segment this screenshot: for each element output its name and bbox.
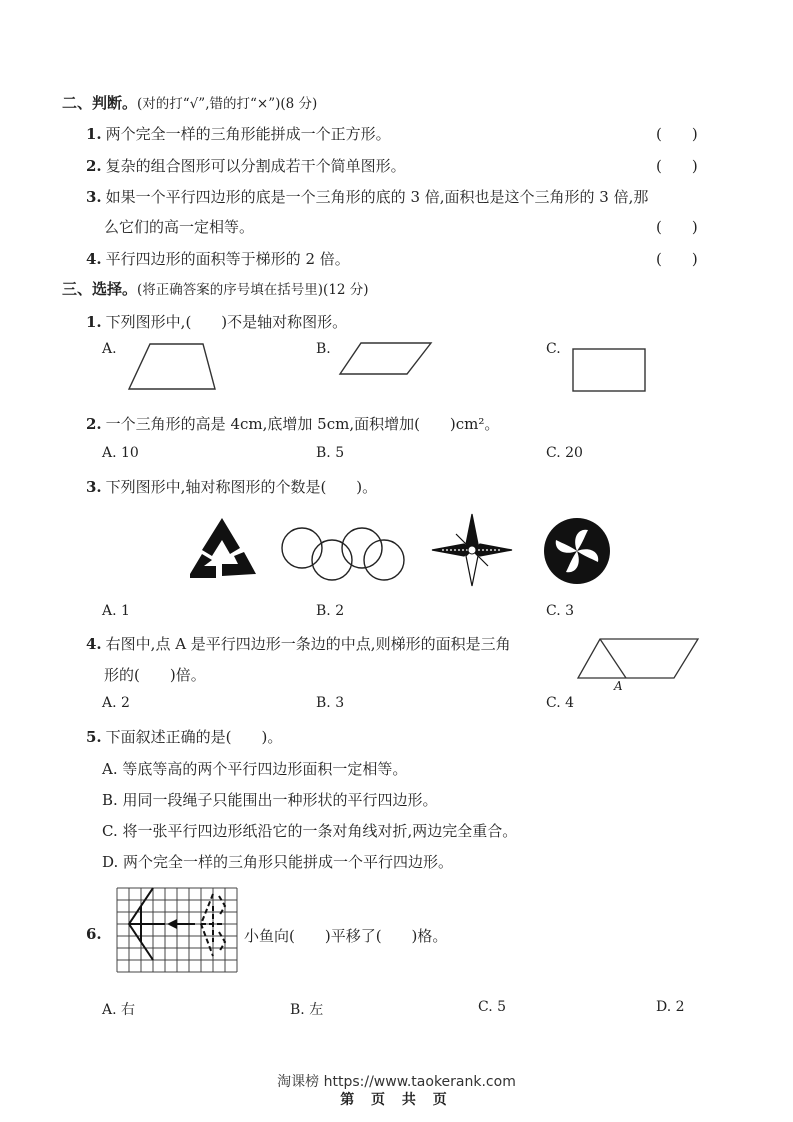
answer-paren[interactable]: ( ) bbox=[656, 250, 698, 268]
section-2-title: 二、判断。 bbox=[62, 94, 138, 112]
recycle-symbol-icon bbox=[186, 516, 258, 582]
option-a[interactable]: A. 10 bbox=[102, 445, 139, 461]
option-c[interactable]: C. 20 bbox=[546, 445, 583, 461]
footer-site: 淘课榜 https://www.taokerank.com bbox=[277, 1074, 516, 1090]
option-b[interactable]: B. 2 bbox=[316, 603, 345, 619]
option-c[interactable]: C. bbox=[546, 341, 561, 357]
option-c[interactable]: C. 4 bbox=[546, 695, 575, 711]
rectangle-figure bbox=[565, 342, 655, 397]
item-number: 5. bbox=[86, 728, 102, 746]
choice-q4 bbox=[86, 633, 511, 654]
item-text: 下列图形中,轴对称图形的个数是( )。 bbox=[105, 478, 378, 496]
item-number: 3. bbox=[86, 188, 102, 206]
item-text: 下列图形中,( )不是轴对称图形。 bbox=[105, 313, 348, 331]
option-b[interactable]: B. 5 bbox=[316, 445, 345, 461]
judge-item-2 bbox=[86, 155, 406, 176]
point-a-label: A bbox=[614, 679, 623, 693]
answer-paren[interactable]: ( ) bbox=[656, 125, 698, 143]
section-2-note: (对的打“√”,错的打“×”)(8 分) bbox=[137, 96, 318, 112]
section-2-heading bbox=[62, 92, 317, 113]
option-a[interactable]: A. 1 bbox=[102, 603, 130, 619]
choice-q5 bbox=[86, 726, 282, 747]
item-number: 1. bbox=[86, 125, 102, 143]
section-3-note: (将正确答案的序号填在括号里)(12 分) bbox=[137, 282, 369, 298]
statement-c[interactable]: C. 将一张平行四边形纸沿它的一条对角线对折,两边完全重合。 bbox=[102, 822, 518, 840]
item-number: 3. bbox=[86, 478, 102, 496]
judge-item-3-continued: 么它们的高一定相等。 bbox=[104, 218, 255, 236]
choice-q6-number bbox=[86, 925, 106, 943]
page-number: 第 页 共 页 bbox=[340, 1092, 453, 1108]
section-3-title: 三、选择。 bbox=[62, 280, 138, 298]
choice-q6-text: 小鱼向( )平移了( )格。 bbox=[244, 927, 448, 945]
choice-q1 bbox=[86, 311, 347, 332]
choice-q4-continued: 形的( )倍。 bbox=[104, 666, 206, 684]
item-number: 1. bbox=[86, 313, 102, 331]
item-number: 2. bbox=[86, 415, 102, 433]
answer-paren[interactable]: ( ) bbox=[656, 218, 698, 236]
item-text: 下面叙述正确的是( )。 bbox=[105, 728, 283, 746]
judge-item-1 bbox=[86, 123, 391, 144]
option-a[interactable]: A. 右 bbox=[102, 1002, 136, 1018]
item-number: 2. bbox=[86, 157, 102, 175]
item-text: 两个完全一样的三角形能拼成一个正方形。 bbox=[105, 125, 391, 143]
option-b[interactable]: B. 3 bbox=[316, 695, 345, 711]
judge-item-4 bbox=[86, 248, 350, 269]
olympic-rings-figure bbox=[280, 526, 408, 582]
option-d[interactable]: D. 2 bbox=[656, 999, 685, 1015]
item-number: 6. bbox=[86, 925, 102, 943]
option-c[interactable]: C. 3 bbox=[546, 603, 575, 619]
pinwheel-circle-figure bbox=[542, 516, 612, 586]
star-compass-figure bbox=[430, 512, 514, 588]
item-text: 右图中,点 A 是平行四边形一条边的中点,则梯形的面积是三角 bbox=[105, 635, 511, 653]
item-text: 如果一个平行四边形的底是一个三角形的底的 3 倍,面积也是这个三角形的 3 倍,那 bbox=[105, 188, 649, 206]
option-a[interactable]: A. 2 bbox=[102, 695, 130, 711]
answer-paren[interactable]: ( ) bbox=[656, 157, 698, 175]
section-3-heading bbox=[62, 278, 369, 299]
item-number: 4. bbox=[86, 250, 102, 268]
item-text: 平行四边形的面积等于梯形的 2 倍。 bbox=[105, 250, 350, 268]
choice-q2 bbox=[86, 413, 499, 434]
statement-b[interactable]: B. 用同一段绳子只能围出一种形状的平行四边形。 bbox=[102, 791, 438, 809]
parallelogram-figure bbox=[335, 338, 445, 383]
parallelogram-trapezoid-figure bbox=[574, 636, 704, 696]
option-b[interactable]: B. 左 bbox=[290, 1002, 324, 1018]
choice-q3 bbox=[86, 476, 377, 497]
judge-item-3 bbox=[86, 186, 648, 207]
statement-a[interactable]: A. 等底等高的两个平行四边形面积一定相等。 bbox=[102, 760, 408, 778]
item-text: 一个三角形的高是 4cm,底增加 5cm,面积增加( )cm²。 bbox=[105, 415, 500, 433]
option-c[interactable]: C. 5 bbox=[478, 999, 507, 1015]
statement-d[interactable]: D. 两个完全一样的三角形只能拼成一个平行四边形。 bbox=[102, 853, 454, 871]
item-text: 复杂的组合图形可以分割成若干个简单图形。 bbox=[105, 157, 406, 175]
item-number: 4. bbox=[86, 635, 102, 653]
fish-grid-figure bbox=[115, 886, 240, 980]
option-b[interactable]: B. bbox=[316, 341, 331, 357]
trapezoid-figure bbox=[120, 340, 220, 395]
option-a[interactable]: A. bbox=[102, 341, 117, 357]
